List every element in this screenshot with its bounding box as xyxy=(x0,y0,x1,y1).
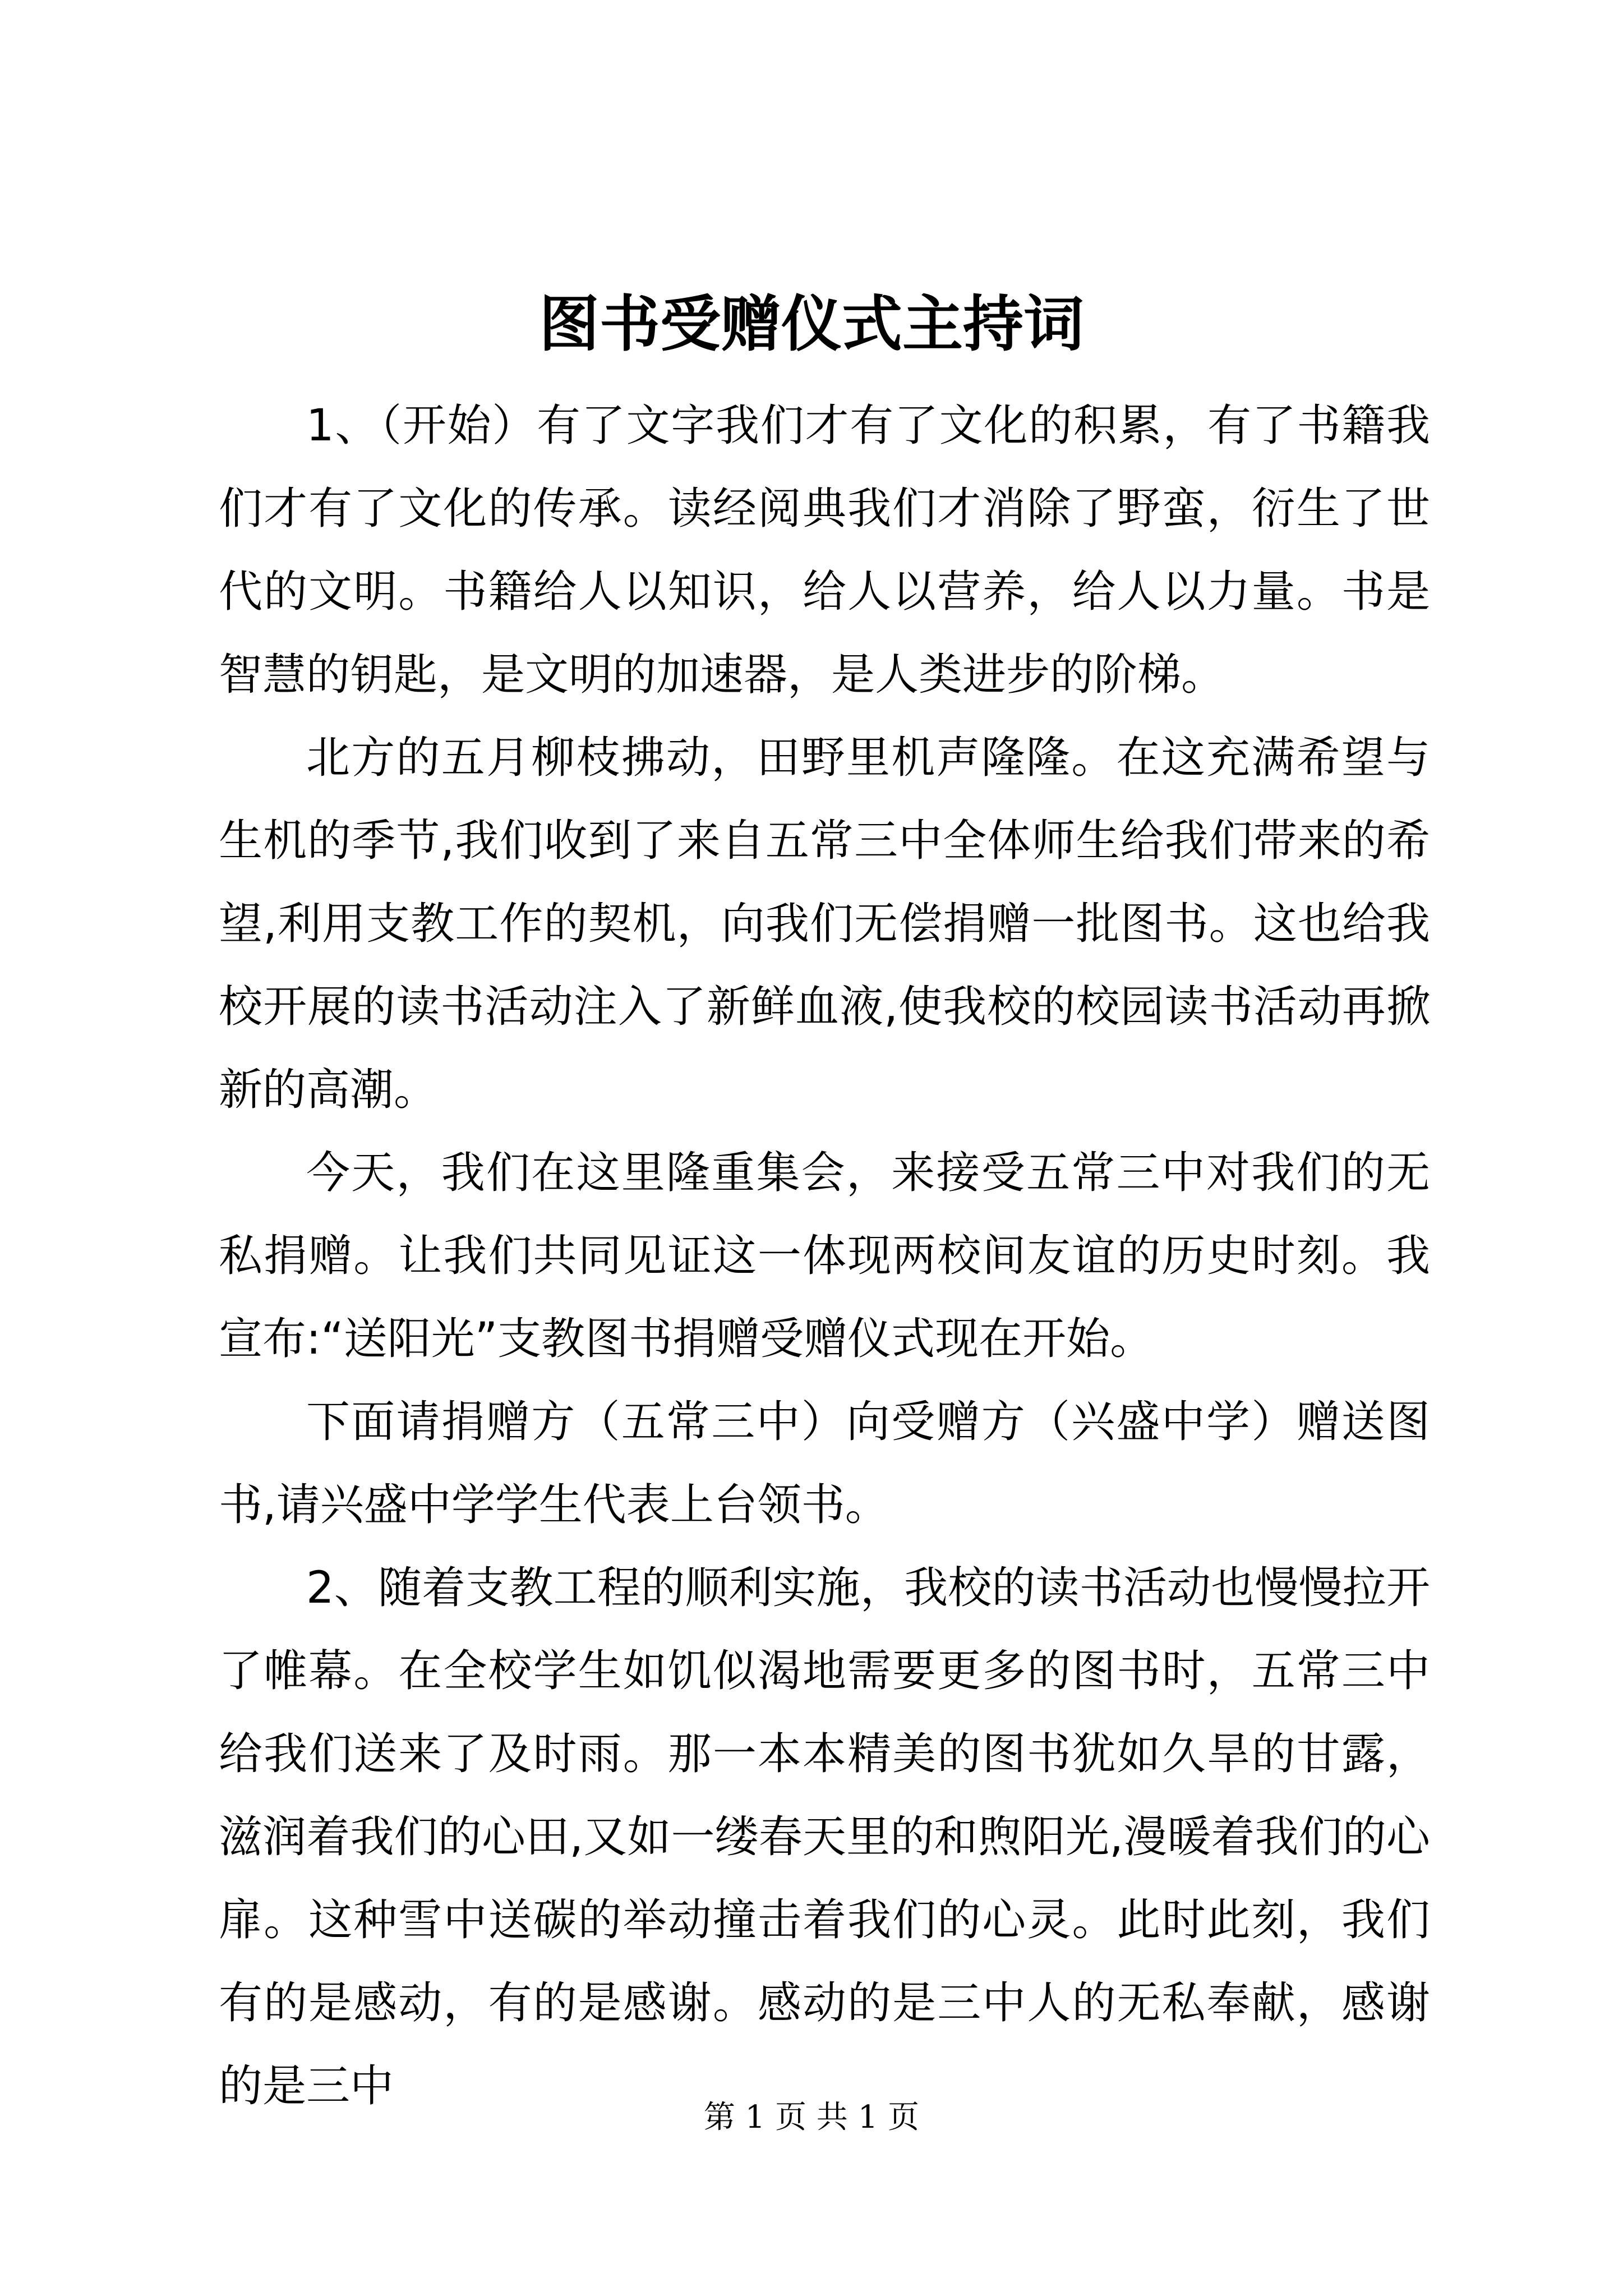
document-body xyxy=(219,384,1430,2128)
paragraph-2: 北方的五月柳枝拂动，田野里机声隆隆。在这充满希望与生机的季节,我们收到了来自五常三中全体师生给我们带来的希望,利用支教工作的契机，向我们无偿捐赠一批图书。这也给我校开展的读书活动注入了新鲜血液,使我校的校园读书活动再掀新的高潮。 xyxy=(219,733,1430,1115)
paragraph-4: 下面请捐赠方（五常三中）向受赠方（兴盛中学）赠送图书,请兴盛中学学生代表上台领书。 xyxy=(219,1397,1430,1530)
page-footer: 第 1 页 共 1 页 xyxy=(703,2099,920,2136)
paragraph-1: 1、（开始）有了文字我们才有了文化的积累，有了书籍我们才有了文化的传承。读经阅典我们才消除了野蛮，衍生了世代的文明。书籍给人以知识，给人以营养，给人以力量。书是智慧的钥匙，是文明的加速器，是人类进步的阶梯。 xyxy=(219,401,1430,700)
paragraph-3: 今天，我们在这里隆重集会，来接受五常三中对我们的无私捐赠。让我们共同见证这一体现两校间友谊的历史时刻。我宣布:“送阳光”支教图书捐赠受赠仪式现在开始。 xyxy=(219,1148,1430,1364)
document-title: 图书受赠仪式主持词 xyxy=(538,289,1084,360)
paragraph-5: 2、随着支教工程的顺利实施，我校的读书活动也慢慢拉开了帷幕。在全校学生如饥似渴地需要更多的图书时，五常三中给我们送来了及时雨。那一本本精美的图书犹如久旱的甘露，滋润着我们的心田,又如一缕春天里的和煦阳光,漫暖着我们的心扉。这种雪中送碳的举动撞击着我们的心灵。此时此刻，我们有的是感动，有的是感谢。感动的是三中人的无私奉献，感谢的是三中 xyxy=(219,1563,1430,2111)
